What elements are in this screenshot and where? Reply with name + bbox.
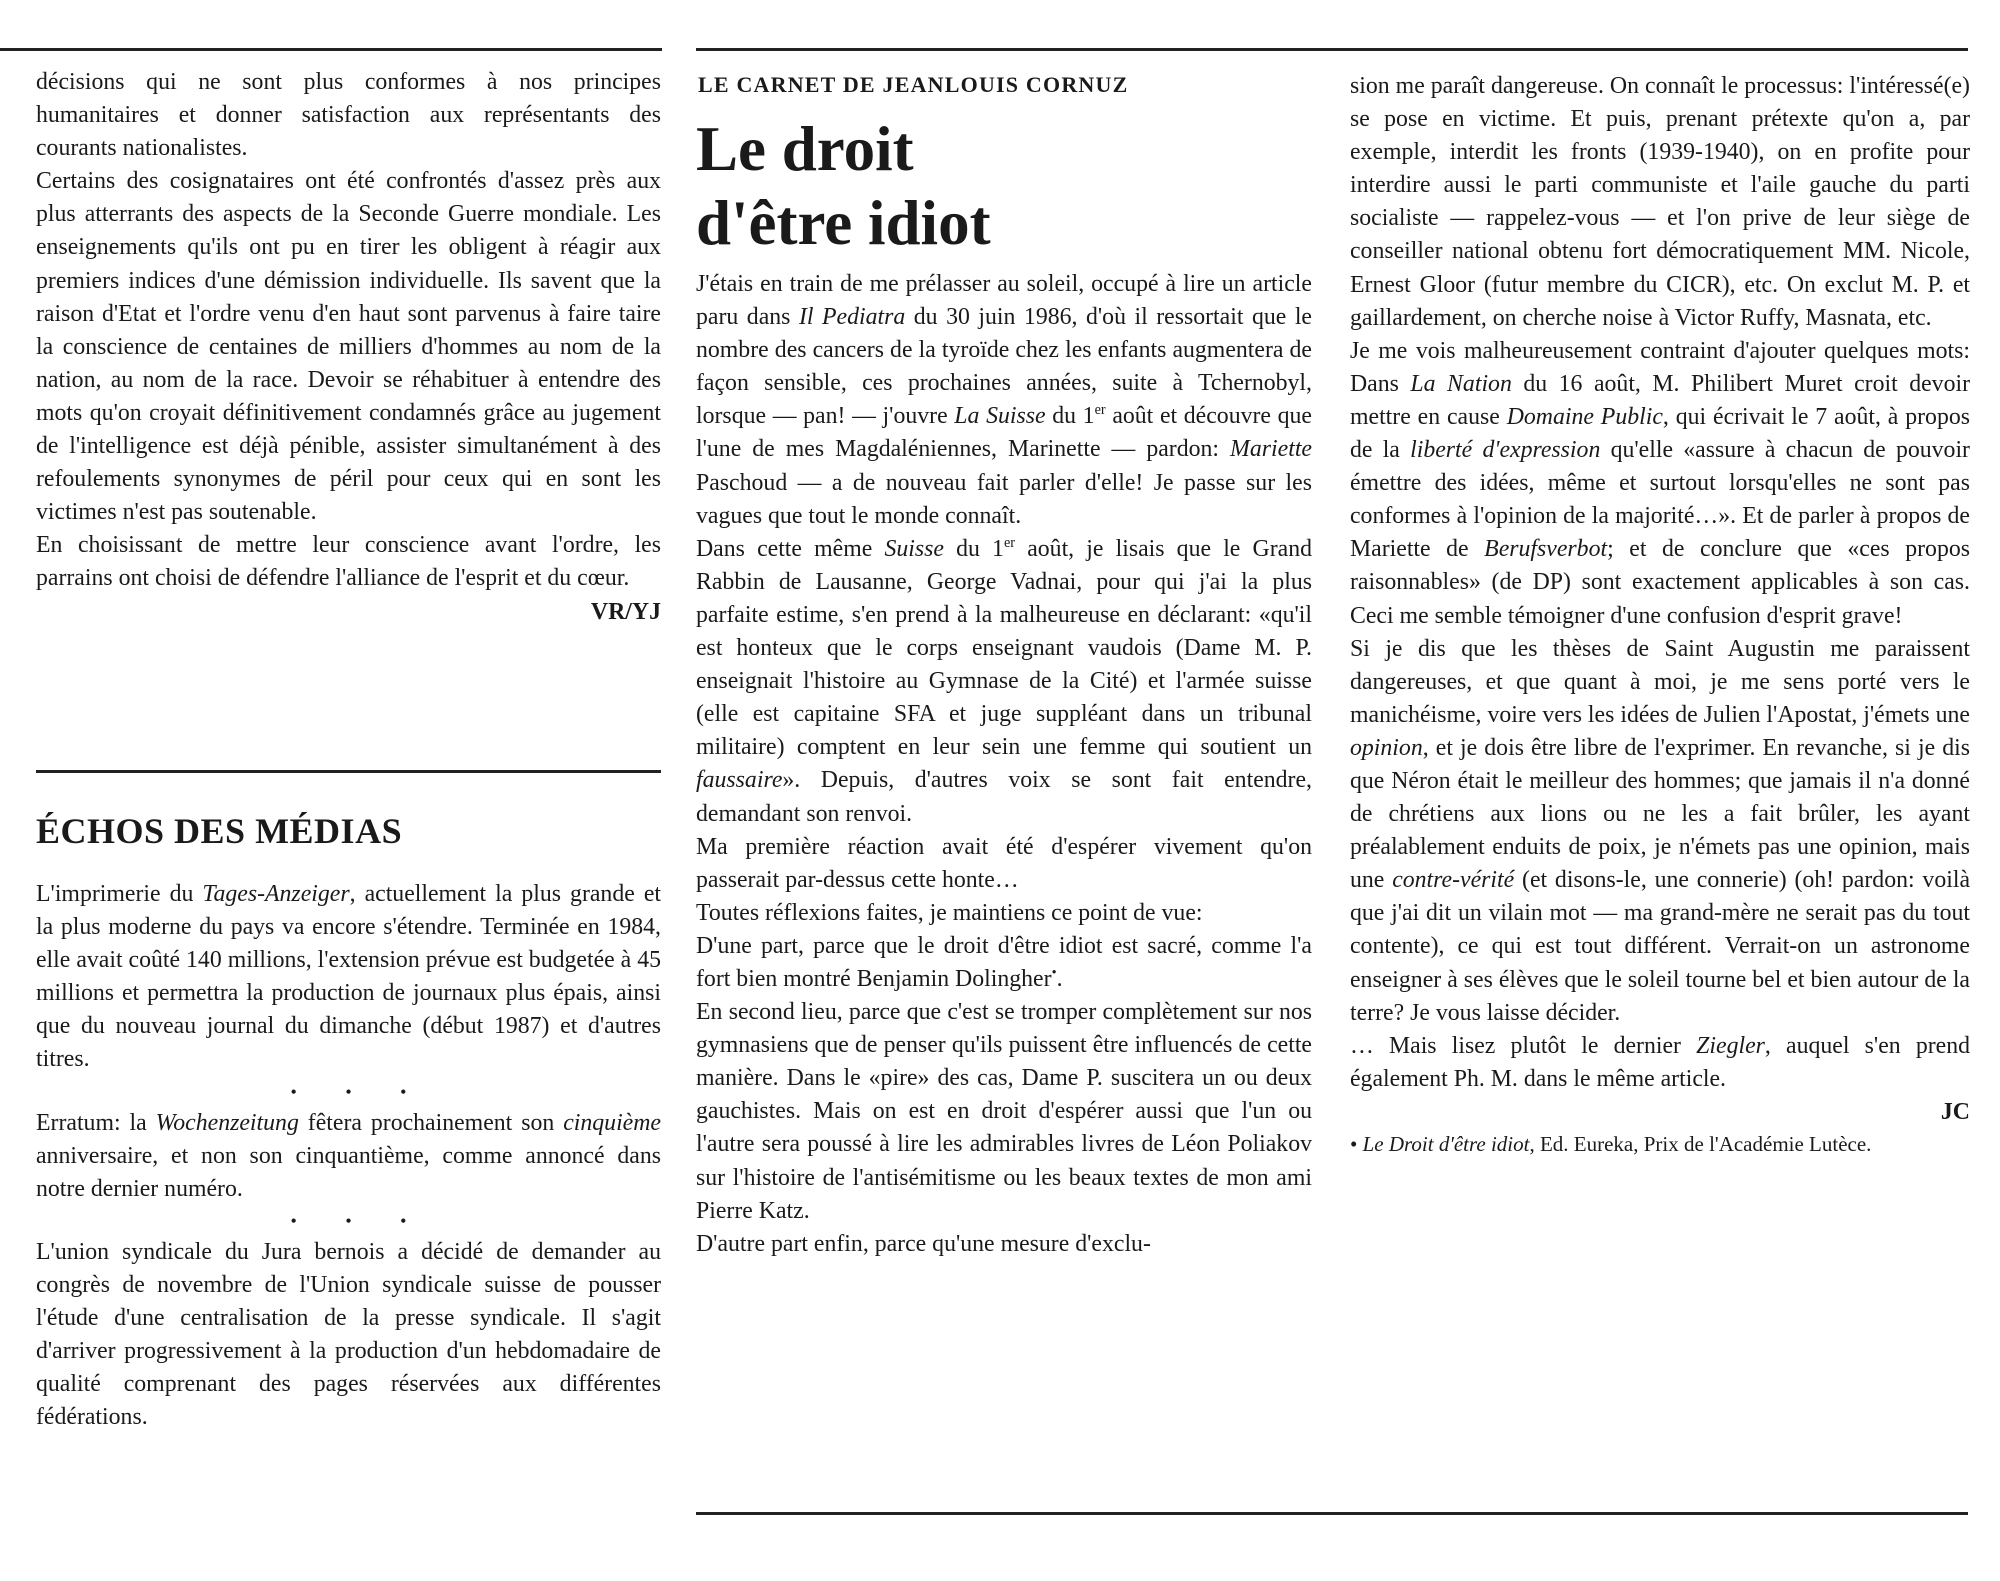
paragraph: D'une part, parce que le droit d'être idiot est sacré, comme l'a fort bien montré Benjamin Dolingher•.	[696, 932, 1312, 992]
footnote: • Le Droit d'être idiot, Ed. Eureka, Prix de l'Académie Lutèce.	[1350, 1132, 1872, 1156]
paragraph: L'union syndicale du Jura bernois a décidé de demander au congrès de novembre de l'Union syndicale suisse de pousser l'étude d'une centralisation de la presse syndicale. Il s'agit d'arriver progressivement à la production d'un hebdomadaire de qualité comprenant des pages réservées aux différentes fédérations.	[36, 1238, 661, 1431]
author-signature: VR/YJ	[590, 598, 661, 625]
column-kicker: LE CARNET DE JEANLOUIS CORNUZ	[698, 72, 1129, 97]
paragraph-text: En choisissant de mettre leur conscience avant l'ordre, les parrains ont choisi de défendre l'alliance de l'esprit et du cœur.	[36, 532, 661, 592]
separator-dots: • • •	[290, 1081, 429, 1102]
paragraph: Certains des cosignataires ont été confrontés d'assez près aux plus atterrants des aspects de la Seconde Guerre mondiale. Les enseignements qu'ils ont pu en tirer les obligent à réagir aux premiers indices d'une démission individuelle. Ils savent que la raison d'Etat et l'ordre venu d'en haut sont parvenus à faire taire la conscience de centaines de milliers d'hommes au nom de la nation, au nom de la race. Devoir se réhabituer à entendre des mots qu'on croyait définitivement condamnés grâce au jugement de l'intelligence est déjà pénible, assister simultanément à des refoulements synonymes de péril pour ceux qui en sont les victimes n'est pas soutenable.	[36, 168, 661, 526]
article-column-middle	[696, 268, 1312, 1261]
paragraph	[36, 529, 661, 625]
paragraph: Si je dis que les thèses de Saint Augustin me paraissent dangereuses, et que quant à moi, je me sens porté vers le manichéisme, voire vers les idées de Julien l'Apostat, j'émets une opinion, et je dois être libre de l'exprimer. En revanche, si je dis que Néron était le meilleur des hommes; que jamais il n'a donné de chrétiens aux lions ou ne les a fait brûler, les ayant préalablement enduits de poix, je n'émets pas une opinion, mais une contre-vérité (et disons-le, une connerie) (oh! pardon: voilà que j'ai dit un vilain mot — ma grand-mère ne serait pas du tout contente), ce qui est tout différent. Verrait-on un astronome enseigner à ses élèves que le soleil tourne bel et bien autour de la terre? Je vous laisse décider.	[1350, 635, 1971, 1026]
paragraph: sion me paraît dangereuse. On connaît le processus: l'intéressé(e) se pose en victime. Et puis, prenant prétexte qu'on a, par exemple, interdit les fronts (1939-1940), on en profite pour interdire aussi le parti communiste et l'aile gauche du parti socialiste — rappelez-vous — et l'on prive de leur siège de conseiller national obtenu fort démocratiquement MM. Nicole, Ernest Gloor (futur membre du CICR), etc. On exclut M. P. et gaillardement, on cherche noise à Victor Ruffy, Masnata, etc.	[1350, 73, 1970, 331]
footnote-marker: •	[1350, 1132, 1358, 1156]
echos-body	[36, 878, 661, 1434]
article-headline	[696, 112, 991, 260]
top-rule-right	[696, 48, 1968, 51]
paragraph: Toutes réflexions faites, je maintiens ce point de vue:	[696, 899, 1203, 926]
headline-line: Le droit	[696, 114, 914, 184]
author-signature: JC	[1940, 1098, 1970, 1125]
left-column-text	[36, 66, 661, 629]
separator-dots: • • •	[290, 1210, 429, 1231]
paragraph: En second lieu, parce que c'est se tromper complètement sur nos gymnasiens que de penser qu'ils puissent être influencés de cette manière. Dans le «pire» des cas, Dame P. suscitera un ou deux gauchistes. Mais on est en droit d'espérer aussi que l'un ou l'autre sera poussé à lire les admirables livres de Léon Poliakov sur l'histoire de l'antisémitisme ou les beaux textes de mon ami Pierre Katz.	[696, 999, 1312, 1224]
paragraph: L'imprimerie du Tages-Anzeiger, actuellement la plus grande et la plus moderne du pays va encore s'étendre. Terminée en 1984, elle avait coûté 140 millions, l'extension prévue est budgetée à 45 millions et permettra la production de journaux plus épais, ainsi que du nouveau journal du dimanche (début 1987) et d'autres titres.	[36, 881, 661, 1073]
article-column-right	[1350, 70, 1970, 1159]
paragraph: Erratum: la Wochenzeitung fêtera prochainement son cinquième anniversaire, et non son cinquantième, comme annoncé dans notre dernier numéro.	[36, 1109, 661, 1202]
paragraph: décisions qui ne sont plus conformes à nos principes humanitaires et donner satisfaction aux représentants des courants nationalistes.	[36, 69, 661, 162]
paragraph: Ma première réaction avait été d'espérer vivement qu'on passerait par-dessus cette honte…	[696, 833, 1312, 893]
paragraph: J'étais en train de me prélasser au soleil, occupé à lire un article paru dans Il Pediatra du 30 juin 1986, d'où il ressortait que le nombre des cancers de la tyroïde chez les enfants augmentera de façon sensible, ces prochaines années, suite à Tchernobyl, lorsque — pan! — j'ouvre La Suisse du 1er août et découvre que l'une de mes Magdaléniennes, Marinette — pardon: Mariette Paschoud — a de nouveau fait parler d'elle! Je passe sur les vagues que tout le monde connaît.	[696, 271, 1312, 529]
section-title-echos: ÉCHOS DES MÉDIAS	[36, 811, 403, 851]
bottom-rule	[696, 1512, 1968, 1515]
headline-line: d'être idiot	[696, 188, 991, 258]
paragraph: … Mais lisez plutôt le dernier Ziegler, auquel s'en prend également Ph. M. dans le même article.	[1350, 1032, 1971, 1092]
section-divider	[36, 770, 661, 773]
footnote-marker: •	[1051, 965, 1057, 982]
paragraph: Dans cette même Suisse du 1er août, je lisais que le Grand Rabbin de Lausanne, George Vadnai, pour qui j'ai la plus parfaite estime, s'en prend à la malheureuse en déclarant: «qu'il est honteux que le corps enseignant vaudois (Dame M. P. enseignait l'histoire au Gymnase de la Cité) et l'armée suisse (elle est capitaine SFA et juge suppléant dans un tribunal militaire) comptent en leur sein une femme qui soutient un faussaire». Depuis, d'autres voix se sont fait entendre, demandant son renvoi.	[696, 534, 1313, 827]
top-rule-left	[0, 48, 662, 51]
paragraph: Je me vois malheureusement contraint d'ajouter quelques mots: Dans La Nation du 16 août, M. Philibert Muret croit devoir mettre en cause Domaine Public, qui écrivait le 7 août, à propos de la liberté d'expression qu'elle «assure à chacun de pouvoir émettre des idées, même et surtout lorsqu'elles ne sont pas conformes à l'opinion de la majorité…». Et de parler à propos de Mariette de Berufsverbot; et de conclure que «ces propos raisonnables» (de DP) sont exactement applicables à son cas. Ceci me semble témoigner d'une confusion d'esprit grave!	[1350, 337, 1971, 629]
paragraph: D'autre part enfin, parce qu'une mesure d'exclu-	[696, 1230, 1151, 1257]
